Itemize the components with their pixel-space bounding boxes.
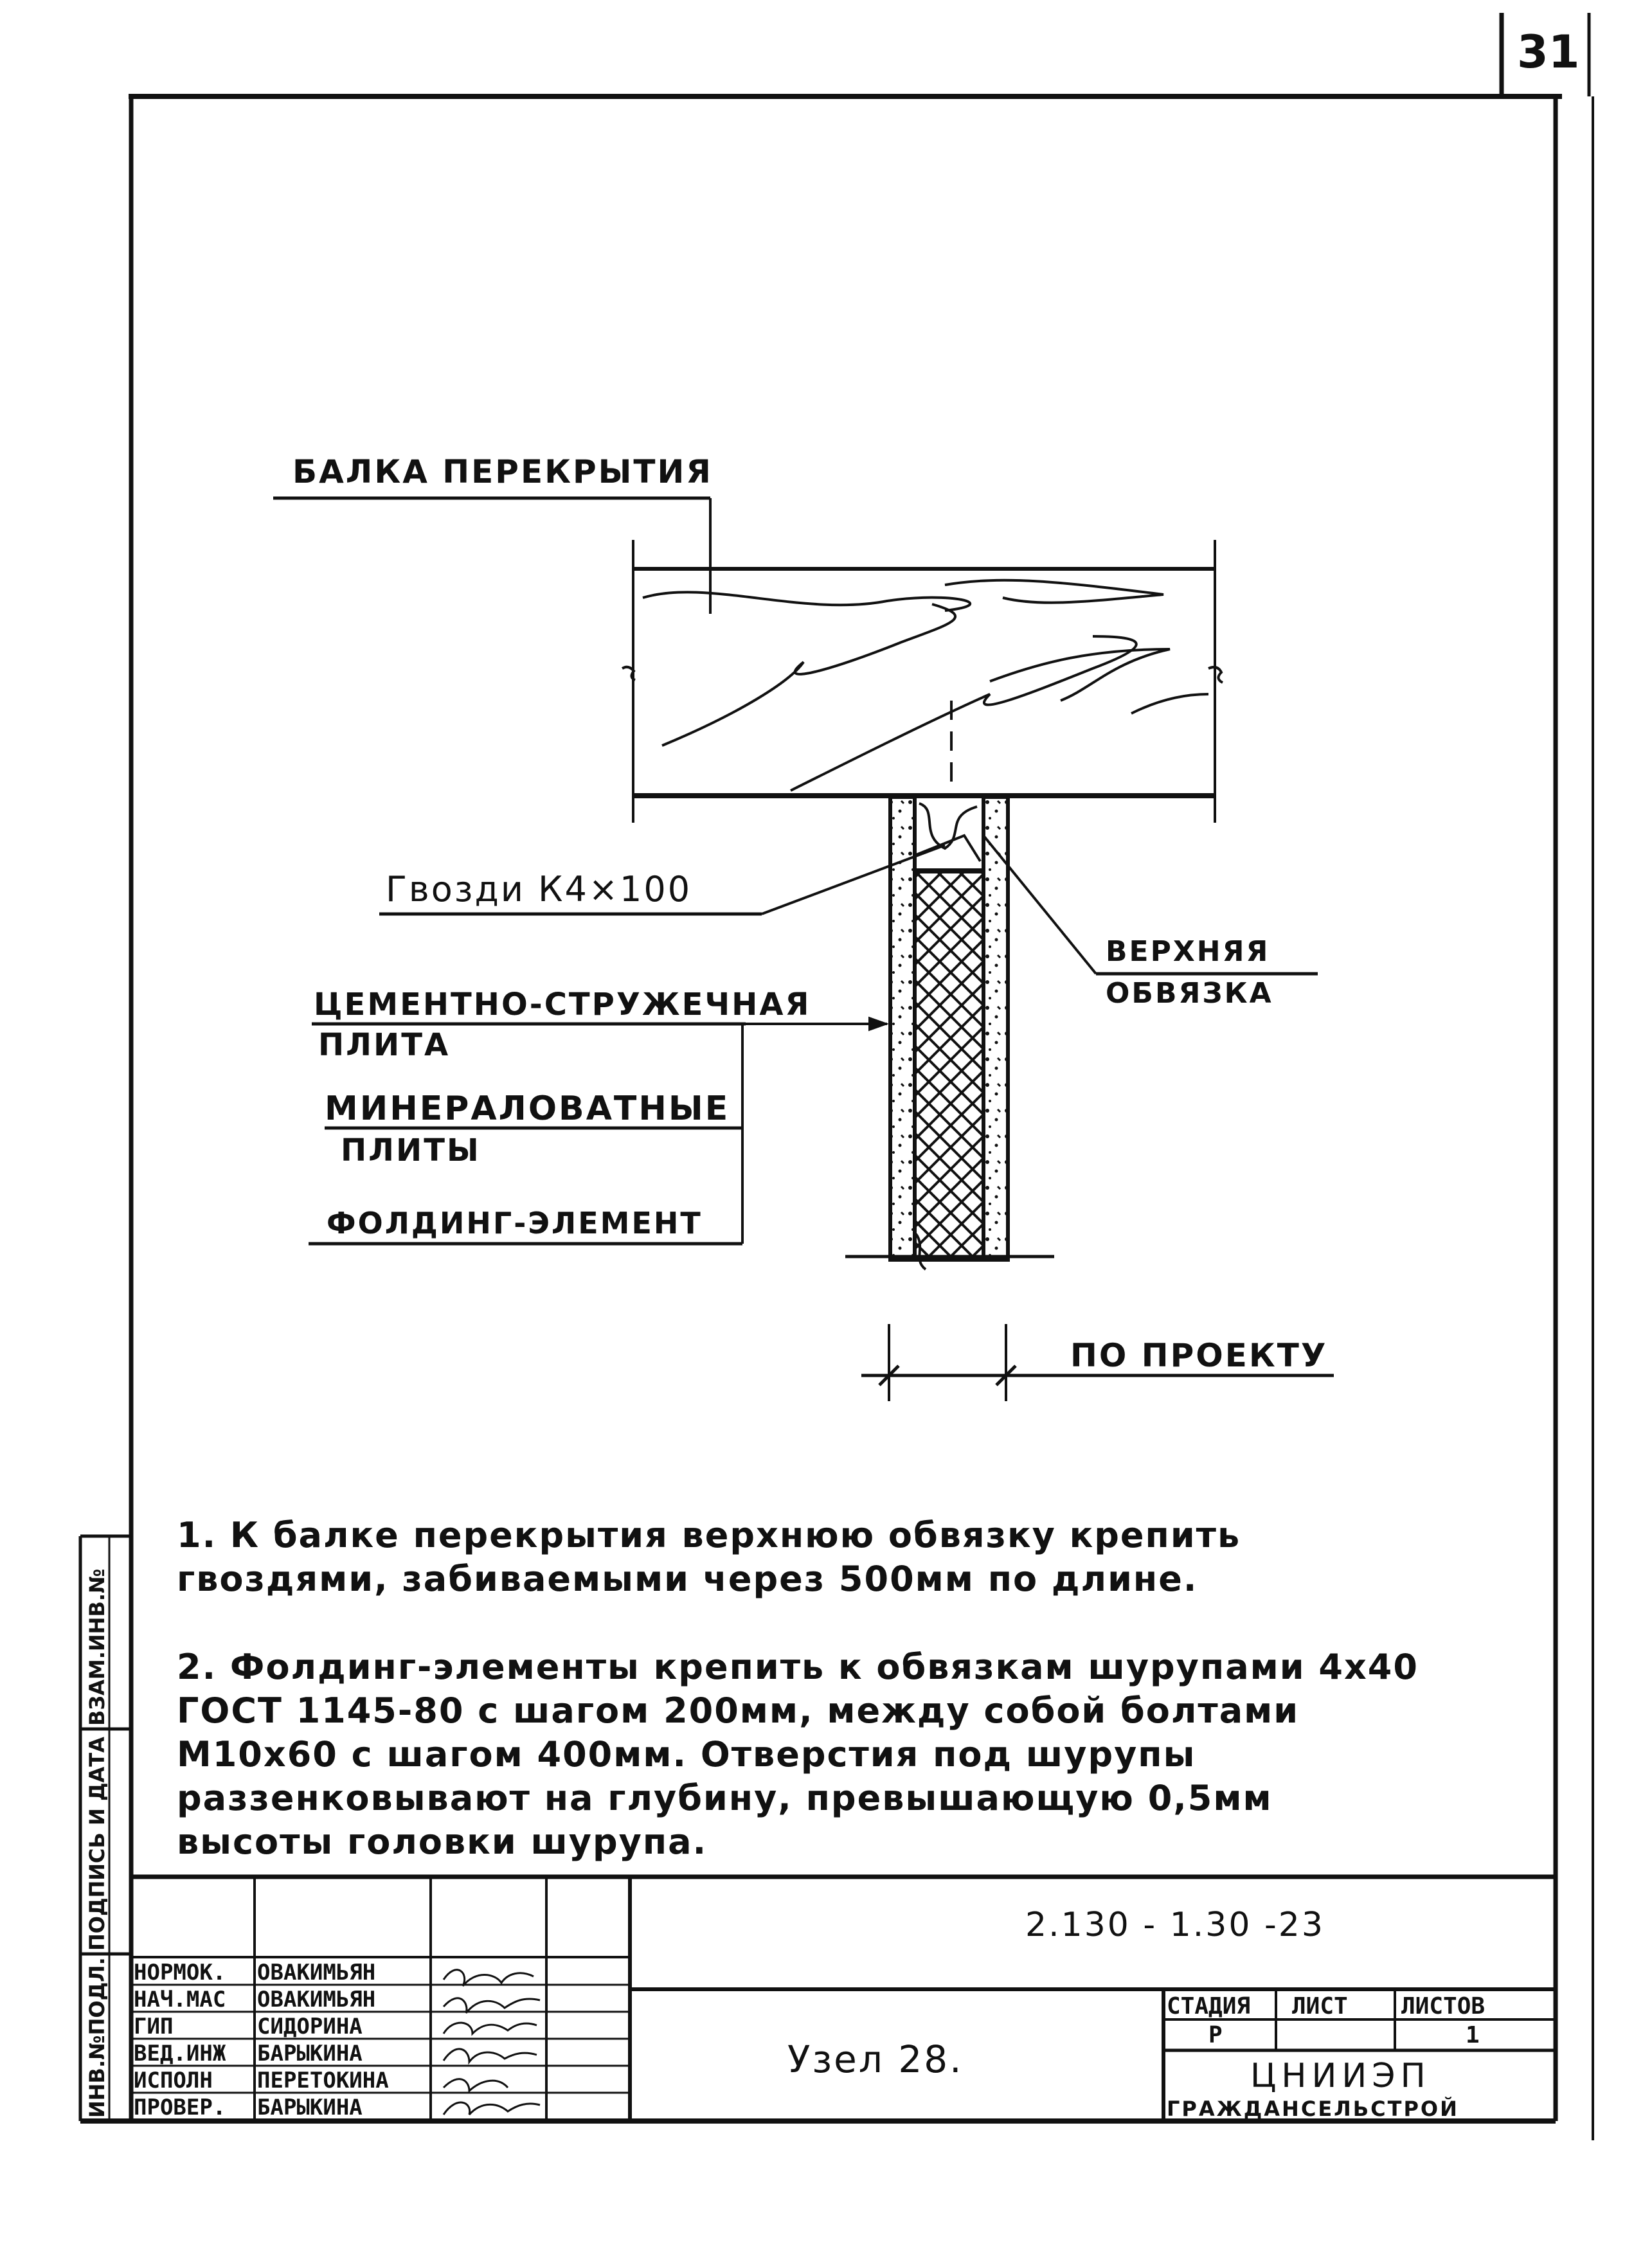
org-name: ЦНИИЭП	[1250, 2057, 1431, 2095]
staff-role-6: ПРОВЕР.	[134, 2095, 226, 2120]
doc-code: 2.130 - 1.30 -23	[1025, 1906, 1325, 1944]
beam-label: БАЛКА ПЕРЕКРЫТИЯ	[292, 453, 713, 490]
mineral-wool-label-1: МИНЕРАЛОВАТНЫЕ	[325, 1089, 730, 1128]
wall-section	[845, 797, 1054, 1269]
staff-name-3: СИДОРИНА	[257, 2014, 363, 2039]
top-plate-label-2: ОБВЯЗКА	[1106, 977, 1273, 1010]
dimension-label: ПО ПРОЕКТУ	[1070, 1337, 1328, 1374]
note-2: 2. Фолдинг-элементы крепить к обвязкам шурупами 4х40 ГОСТ 1145-80 с шагом 200мм, между собой болтами М10х60 с шагом 400мм. Отверстия под шурупы раззенковывают на глубину, превышающую 0,5мм высоты головки шурупа.	[177, 1647, 1419, 1862]
side-stamp-sign: ПОДПИСЬ И ДАТА	[85, 1737, 109, 1951]
staff-role-3: ГИП	[134, 2014, 174, 2039]
mineral-wool-label-2: ПЛИТЫ	[341, 1132, 481, 1168]
folding-label: ФОЛДИНГ-ЭЛЕМЕНТ	[327, 1206, 703, 1240]
note-1: 1. К балке перекрытия верхнюю обвязку крепить гвоздями, забиваемыми через 500мм по длине.	[177, 1515, 1241, 1599]
sheets-header: ЛИСТОВ	[1401, 1993, 1486, 2019]
sheets-value: 1	[1466, 2022, 1480, 2048]
stage-value: Р	[1208, 2022, 1223, 2048]
staff-role-2: НАЧ.МАС	[134, 1987, 226, 2012]
stage-header: СТАДИЯ	[1167, 1993, 1251, 2019]
side-stamp-vzam: ВЗАМ.ИНВ.№	[85, 1568, 109, 1726]
staff-name-4: БАРЫКИНА	[257, 2041, 363, 2066]
side-stamp-inv: ИНВ.№ПОДЛ.	[85, 1957, 109, 2118]
cement-board-label-2: ПЛИТА	[318, 1027, 451, 1063]
top-plate-label-1: ВЕРХНЯЯ	[1106, 935, 1270, 968]
staff-name-6: БАРЫКИНА	[257, 2095, 363, 2120]
drawing-title: Узел 28.	[787, 2037, 964, 2081]
staff-name-2: ОВАКИМЬЯН	[257, 1987, 376, 2012]
staff-role-4: ВЕД.ИНЖ	[134, 2041, 226, 2066]
staff-role-5: ИСПОЛН	[134, 2068, 213, 2093]
staff-name-1: ОВАКИМЬЯН	[257, 1960, 376, 1985]
cement-board-label-1: ЦЕМЕНТНО-СТРУЖЕЧНАЯ	[314, 987, 811, 1023]
nails-label: Гвозди К4×100	[386, 869, 692, 909]
beam-section	[622, 540, 1223, 823]
page-number: 31	[1517, 26, 1580, 78]
staff-name-5: ПЕРЕТОКИНА	[257, 2068, 389, 2093]
staff-role-1: НОРМОК.	[134, 1960, 226, 1985]
sheet-header: ЛИСТ	[1292, 1993, 1348, 2019]
org-subname: ГРАЖДАНСЕЛЬСТРОЙ	[1167, 2097, 1459, 2121]
